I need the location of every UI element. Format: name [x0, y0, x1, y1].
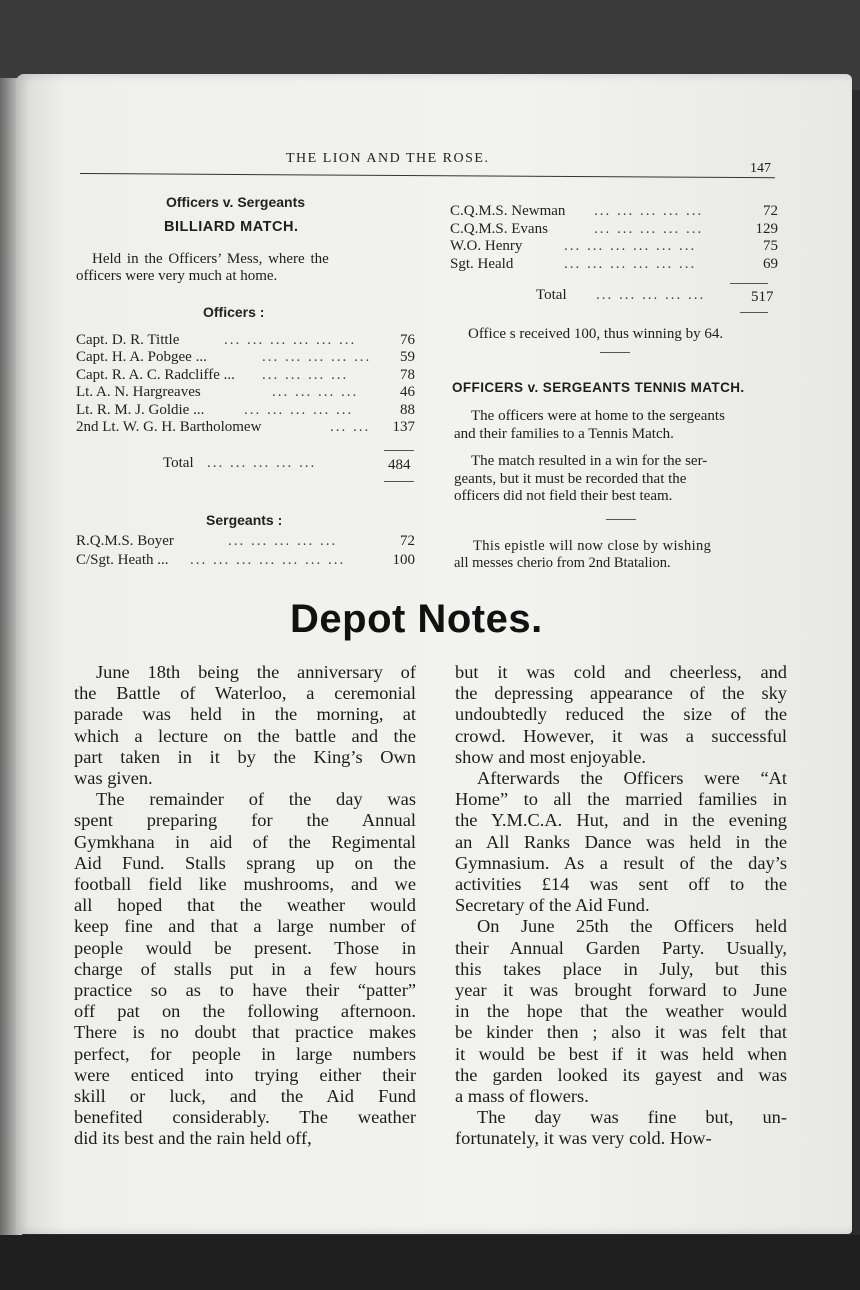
- body-text-line: spent preparing for the Annual: [74, 810, 416, 831]
- body-text-line: undoubtedly reduced the size of the: [455, 704, 787, 725]
- page-number: 147: [750, 161, 771, 176]
- body-text-line: Gymnasium. As a result of the day’s: [455, 852, 787, 873]
- body-text-line: show and most enjoyable.: [455, 746, 647, 767]
- tennis-para1-line2: and their families to a Tennis Match.: [454, 426, 674, 442]
- sergeant-score-row: [450, 256, 778, 274]
- billiards-result: Office s received 100, thus winning by 64.: [468, 326, 724, 342]
- body-text-line: keep fine and that a large number of: [74, 916, 416, 937]
- officers-heading: Officers :: [203, 304, 265, 320]
- sergeant-score-row: [450, 238, 778, 256]
- score-value: 78: [400, 366, 415, 383]
- body-text-line: the Y.M.C.A. Hut, and in the evening: [455, 810, 787, 831]
- body-text-line: fortunately, it was very cold. How-: [455, 1128, 712, 1149]
- officer-score-row: [76, 384, 415, 402]
- leader-dots: ... ... ... ... ...: [594, 203, 704, 219]
- sergeant-score-row: [76, 533, 415, 551]
- officer-score-row: [76, 332, 415, 350]
- tennis-para2-line1: The match resulted in a win for the ser-: [471, 453, 708, 469]
- sergeants-heading: Sergeants :: [206, 512, 283, 528]
- score-value: 69: [763, 255, 778, 272]
- body-text-line: The remainder of the day was: [96, 789, 416, 810]
- officers-total-value: 484: [388, 457, 411, 473]
- sergeants-total-dots: ... ... ... ... ...: [596, 287, 706, 303]
- score-name: C/Sgt. Heath ...: [76, 552, 169, 568]
- leader-dots: ... ... ... ...: [272, 384, 359, 401]
- body-text-line: the depressing appearance of the sky: [455, 683, 787, 704]
- score-value: 46: [400, 384, 415, 401]
- depot-notes-title: Depot Notes.: [290, 597, 543, 641]
- sergeants-total-rule: [730, 283, 768, 284]
- officer-score-row: [76, 367, 415, 385]
- body-text-line: Secretary of the Aid Fund.: [455, 895, 650, 916]
- score-name: 2nd Lt. W. G. H. Bartholomew: [76, 419, 262, 435]
- score-value: 72: [400, 533, 415, 549]
- tennis-para2-line3: officers did not field their best team.: [454, 488, 673, 504]
- body-text-line: a mass of flowers.: [455, 1086, 589, 1106]
- score-value: 72: [763, 203, 778, 219]
- body-text-line: parade was held in the morning, at: [74, 704, 416, 725]
- sergeants-total-label: Total: [536, 287, 567, 303]
- score-value: 137: [392, 419, 415, 435]
- leader-dots: ... ... ... ... ... ...: [564, 238, 697, 254]
- leader-dots: ... ... ... ...: [262, 366, 349, 383]
- sergeant-score-row: [450, 203, 778, 221]
- body-text-line: off pat on the following afternoon.: [74, 1001, 416, 1022]
- body-text-line: were enticed into trying either their: [74, 1064, 416, 1085]
- score-name: Capt. H. A. Pobgee ...: [76, 349, 207, 366]
- body-text-line: Aid Fund. Stalls sprang up on the: [74, 852, 416, 873]
- sergeants-total-underline: [740, 312, 768, 313]
- running-title: THE LION AND THE ROSE.: [286, 151, 490, 166]
- body-text-line: all hoped that the weather would: [74, 895, 416, 916]
- body-text-line: perfect, for people in large numbers: [74, 1043, 416, 1064]
- result-divider: [600, 352, 630, 353]
- billiards-intro-line2: officers were very much at home.: [76, 268, 278, 284]
- tennis-divider: [606, 519, 636, 520]
- body-text-line: did its best and the rain held off,: [74, 1128, 312, 1149]
- score-value: 100: [392, 552, 415, 568]
- officer-score-row: [76, 402, 415, 420]
- officers-total-rule: [384, 450, 414, 451]
- body-text-line: was given.: [74, 768, 153, 788]
- body-text-line: skill or luck, and the Aid Fund: [74, 1086, 416, 1106]
- body-text-line: in the hope that the weather would: [455, 1001, 787, 1022]
- officers-total-label: Total: [163, 455, 194, 471]
- score-value: 88: [400, 401, 415, 418]
- closing-line1: This epistle will now close by wishing: [473, 538, 712, 554]
- body-text-line: Gymkhana in aid of the Regimental: [74, 831, 416, 852]
- body-text-line: part taken in it by the King’s Own: [74, 746, 416, 767]
- tennis-para2-line2: geants, but it must be recorded that the: [454, 471, 687, 487]
- body-text-line: Afterwards the Officers were “At: [477, 768, 787, 788]
- officer-score-row: [76, 419, 415, 437]
- score-value: 59: [400, 349, 415, 366]
- body-text-line: which a lecture on the battle and the: [74, 725, 416, 746]
- body-text-line: people would be present. Those in: [74, 937, 416, 958]
- score-name: R.Q.M.S. Boyer: [76, 533, 174, 549]
- score-value: 75: [763, 238, 778, 254]
- score-name: Lt. R. M. J. Goldie ...: [76, 401, 205, 418]
- sergeant-score-row: [450, 221, 778, 239]
- body-text-line: this takes place in July, but this: [455, 958, 787, 979]
- leader-dots: ... ... ... ... ...: [228, 533, 338, 549]
- leader-dots: ... ...: [330, 419, 371, 435]
- sergeants-total-value: 517: [751, 289, 774, 305]
- score-name: C.Q.M.S. Evans: [450, 220, 548, 237]
- leader-dots: ... ... ... ... ... ...: [224, 332, 357, 348]
- body-text-line: be kinder then ; also it was felt that: [455, 1022, 787, 1043]
- score-name: Sgt. Heald: [450, 255, 514, 272]
- body-text-line: an All Ranks Dance was held in the: [455, 831, 787, 852]
- body-text-line: benefited considerably. The weather: [74, 1107, 416, 1128]
- officers-total-dots: ... ... ... ... ...: [207, 455, 317, 471]
- leader-dots: ... ... ... ... ... ...: [564, 255, 697, 272]
- background-bottom: [0, 1235, 860, 1290]
- sergeant-score-row: [76, 552, 415, 570]
- body-text-line: There is no doubt that practice makes: [74, 1022, 416, 1043]
- billiards-heading: Officers v. Sergeants: [166, 194, 306, 210]
- billiards-subheading: BILLIARD MATCH.: [164, 219, 299, 235]
- body-text-line: activities £14 was sent off to the: [455, 874, 787, 894]
- leader-dots: ... ... ... ... ...: [244, 401, 354, 418]
- body-text-line: crowd. However, it was a successful: [455, 725, 787, 746]
- body-text-line: but it was cold and cheerless, and: [455, 662, 787, 682]
- body-text-line: June 18th being the anniversary of: [96, 662, 416, 682]
- body-text-line: On June 25th the Officers held: [477, 916, 787, 937]
- score-name: Lt. A. N. Hargreaves: [76, 384, 201, 401]
- tennis-heading: OFFICERS v. SERGEANTS TENNIS MATCH.: [452, 380, 745, 395]
- score-name: W.O. Henry: [450, 238, 523, 254]
- leader-dots: ... ... ... ... ...: [594, 220, 704, 237]
- body-text-line: practice so as to have their “patter”: [74, 980, 416, 1000]
- leader-dots: ... ... ... ... ... ... ...: [190, 552, 346, 568]
- body-text-line: Home” to all the married families in: [455, 789, 787, 810]
- score-name: Capt. D. R. Tittle: [76, 332, 180, 348]
- body-text-line: it would be best if it was held when: [455, 1043, 787, 1064]
- officers-total-underline: [384, 481, 414, 482]
- body-text-line: their Annual Garden Party. Usually,: [455, 937, 787, 958]
- officer-score-row: [76, 349, 415, 367]
- billiards-intro-line1: Held in the Officers’ Mess, where the: [92, 251, 329, 267]
- body-text-line: the Battle of Waterloo, a ceremonial: [74, 683, 416, 704]
- leader-dots: ... ... ... ... ...: [262, 349, 372, 366]
- body-text-line: football field like mushrooms, and we: [74, 874, 416, 894]
- score-name: C.Q.M.S. Newman: [450, 203, 566, 219]
- body-text-line: The day was fine but, un-: [477, 1107, 787, 1128]
- body-text-line: year it was brought forward to June: [455, 980, 787, 1000]
- body-text-line: charge of stalls put in a few hours: [74, 958, 416, 979]
- score-name: Capt. R. A. C. Radcliffe ...: [76, 366, 235, 383]
- score-value: 76: [400, 332, 415, 348]
- score-value: 129: [755, 220, 778, 237]
- tennis-para1-line1: The officers were at home to the sergeants: [471, 408, 725, 424]
- closing-line2: all messes cherio from 2nd Btatalion.: [454, 555, 671, 571]
- body-text-line: the garden looked its gayest and was: [455, 1064, 787, 1085]
